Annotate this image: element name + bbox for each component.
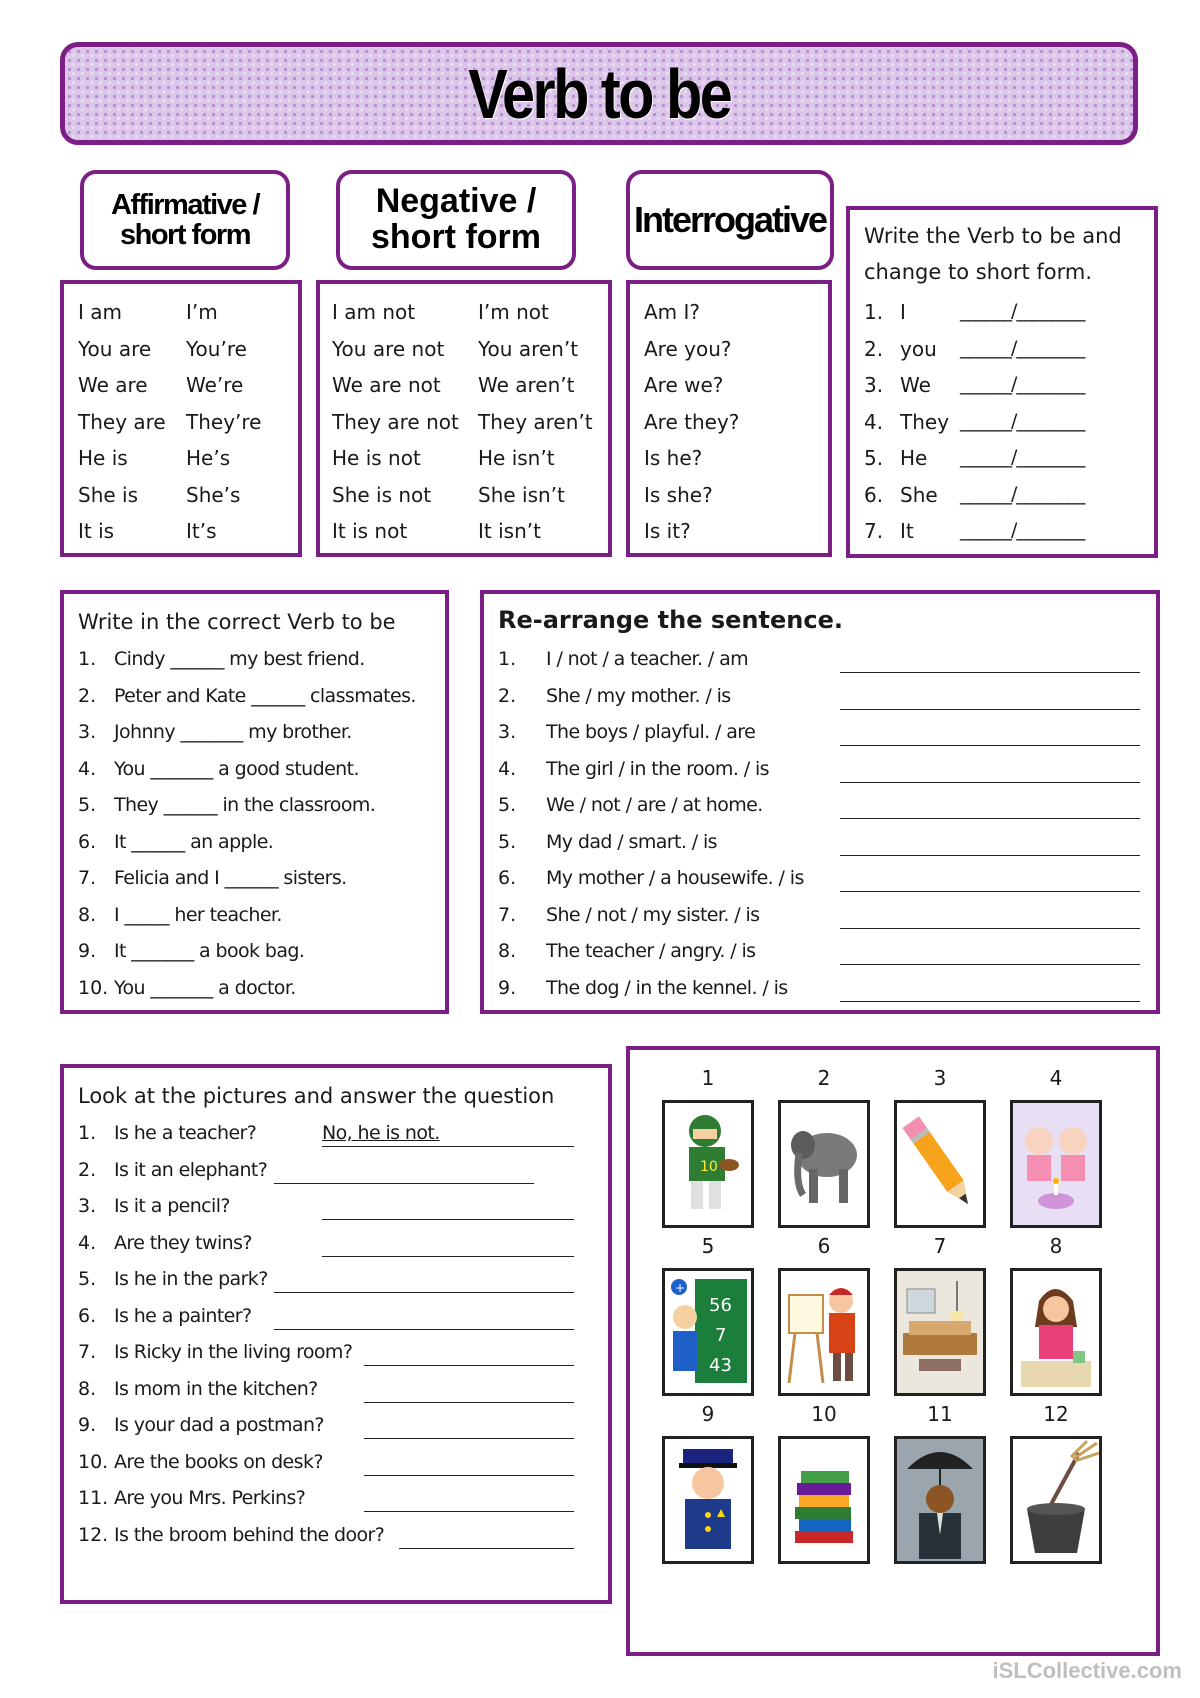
rearrange-number: 4.: [498, 757, 517, 780]
rearrange-number: 3.: [498, 721, 517, 743]
short-form-number: 5.: [864, 446, 884, 470]
question-number: 1.: [78, 1122, 97, 1144]
picture-number: 9: [701, 1402, 715, 1426]
header-interrogative: [626, 170, 834, 270]
rearrange-answer-line: [840, 709, 1140, 710]
affirmative-short: We’re: [186, 373, 244, 397]
rearrange-answer-line: [840, 855, 1140, 856]
affirmative-short: She’s: [186, 482, 241, 507]
interrogative-item: Is she?: [644, 482, 713, 507]
correct-verb-sentence: Felicia and I ______ sisters.: [114, 867, 347, 889]
rearrange-number: 1.: [498, 648, 517, 670]
rearrange-sentence: She / not / my sister. / is: [546, 903, 760, 926]
picture-questions-box: [60, 1064, 612, 1604]
picture-2: [778, 1100, 870, 1228]
correct-verb-box: [60, 590, 449, 1014]
picture-number: 6: [817, 1234, 831, 1258]
affirmative-long: I am: [78, 300, 122, 324]
affirmative-short: I’m: [186, 300, 218, 324]
picture-6: [778, 1268, 870, 1396]
correct-verb-sentence: It ______ an apple.: [114, 830, 274, 853]
question-text: Is it an elephant?: [114, 1158, 268, 1181]
question-text: Is he a painter?: [114, 1304, 252, 1327]
question-text: Is it a pencil?: [114, 1195, 230, 1217]
affirmative-long: You are: [78, 336, 152, 361]
short-form-subject: I: [900, 300, 906, 324]
short-form-blank: ______/________: [960, 409, 1085, 432]
answer-line: [274, 1329, 574, 1330]
rearrange-sentence: The teacher / angry. / is: [546, 940, 756, 962]
pictures-box: [626, 1046, 1160, 1656]
question-text: Is the broom behind the door?: [114, 1523, 385, 1546]
short-form-title-2: change to short form.: [864, 260, 1092, 284]
interrogative-item: Is he?: [644, 446, 703, 470]
correct-verb-sentence: Cindy ______ my best friend.: [114, 648, 365, 670]
rearrange-number: 7.: [498, 903, 517, 926]
correct-verb-sentence: I _____ her teacher.: [114, 903, 282, 926]
question-text: Are they twins?: [114, 1231, 252, 1254]
rearrange-number: 9.: [498, 976, 517, 999]
title-banner: [60, 42, 1138, 145]
correct-verb-sentence: Peter and Kate ______ classmates.: [114, 684, 416, 707]
short-form-number: 4.: [864, 409, 884, 434]
short-form-title-1: Write the Verb to be and: [864, 224, 1122, 248]
rearrange-answer-line: [840, 928, 1140, 929]
picture-number: 4: [1049, 1066, 1063, 1090]
negative-long: It is not: [332, 519, 408, 543]
picture-number: 7: [933, 1234, 947, 1258]
rearrange-sentence: My dad / smart. / is: [546, 830, 717, 853]
correct-verb-number: 9.: [78, 940, 97, 962]
sample-answer: No, he is not.: [322, 1122, 440, 1144]
rearrange-answer-line: [840, 745, 1140, 746]
correct-verb-number: 2.: [78, 684, 97, 707]
rearrange-title: Re-arrange the sentence.: [498, 606, 843, 634]
correct-verb-sentence: You _______ a good student.: [114, 757, 359, 780]
correct-verb-number: 6.: [78, 830, 97, 853]
question-number: 12.: [78, 1523, 109, 1546]
negative-long: He is not: [332, 446, 421, 470]
short-form-blank: ______/________: [960, 519, 1085, 541]
picture-number: 8: [1049, 1234, 1063, 1258]
short-form-subject: you: [900, 336, 937, 361]
short-form-subject: We: [900, 373, 931, 397]
answer-line: [364, 1402, 574, 1403]
picture-number: 10: [811, 1402, 837, 1426]
negative-short: I’m not: [478, 300, 549, 324]
negative-short: We aren’t: [478, 373, 575, 397]
rearrange-number: 5.: [498, 830, 517, 853]
answer-line: [322, 1146, 574, 1147]
question-number: 4.: [78, 1231, 97, 1254]
correct-verb-sentence: Johnny _______ my brother.: [114, 721, 352, 743]
negative-short: You aren’t: [478, 336, 579, 361]
correct-verb-number: 5.: [78, 794, 97, 816]
answer-line: [322, 1256, 574, 1257]
picture-number: 12: [1043, 1402, 1069, 1426]
header-negative-line1: Negative /: [375, 182, 537, 221]
question-number: 11.: [78, 1487, 109, 1509]
rearrange-sentence: She / my mother. / is: [546, 684, 731, 707]
rearrange-sentence: I / not / a teacher. / am: [546, 648, 749, 670]
question-text: Are the books on desk?: [114, 1450, 323, 1473]
page-title: Verb to be: [467, 54, 731, 133]
affirmative-long: They are: [78, 409, 166, 434]
picture-10: [778, 1436, 870, 1564]
affirmative-box: [60, 280, 302, 557]
correct-verb-sentence: It _______ a book bag.: [114, 940, 305, 962]
rearrange-sentence: The dog / in the kennel. / is: [546, 976, 788, 999]
question-text: Is he a teacher?: [114, 1122, 257, 1144]
negative-short: She isn’t: [478, 482, 565, 507]
short-form-number: 3.: [864, 373, 884, 397]
interrogative-item: Am I?: [644, 300, 701, 324]
svg-text:10: 10: [700, 1159, 718, 1175]
header-affirmative: [80, 170, 290, 270]
rearrange-answer-line: [840, 1001, 1140, 1002]
rearrange-sentence: The boys / playful. / are: [546, 721, 756, 743]
short-form-number: 7.: [864, 519, 884, 543]
rearrange-answer-line: [840, 672, 1140, 673]
svg-text:7: 7: [715, 1325, 727, 1346]
svg-text:+: +: [675, 1281, 686, 1295]
question-number: 10.: [78, 1450, 109, 1473]
rearrange-sentence: We / not / are / at home.: [546, 794, 763, 816]
header-interrogative-text: Interrogative: [633, 199, 827, 241]
picture-11: [894, 1436, 986, 1564]
negative-long: She is not: [332, 482, 432, 507]
short-form-number: 6.: [864, 482, 884, 507]
negative-short: It isn’t: [478, 519, 541, 543]
short-form-blank: ______/________: [960, 446, 1085, 468]
rearrange-answer-line: [840, 964, 1140, 965]
question-number: 6.: [78, 1304, 97, 1327]
correct-verb-number: 10.: [78, 976, 109, 999]
negative-long: I am not: [332, 300, 416, 324]
affirmative-short: They’re: [186, 409, 262, 434]
picture-8: [1010, 1268, 1102, 1396]
rearrange-sentence: The girl / in the room. / is: [546, 757, 769, 780]
negative-short: They aren’t: [478, 409, 593, 434]
rearrange-number: 8.: [498, 940, 517, 962]
interrogative-item: Is it?: [644, 519, 691, 543]
rearrange-number: 2.: [498, 684, 517, 707]
interrogative-item: Are we?: [644, 373, 724, 397]
header-negative: [336, 170, 576, 270]
correct-verb-number: 1.: [78, 648, 97, 670]
short-form-subject: She: [900, 482, 938, 507]
short-form-subject: It: [900, 519, 914, 543]
negative-long: You are not: [332, 336, 445, 361]
negative-short: He isn’t: [478, 446, 555, 470]
picture-number: 11: [927, 1402, 953, 1426]
answer-line: [364, 1365, 574, 1366]
negative-box: [316, 280, 612, 557]
short-form-blank: ______/________: [960, 373, 1085, 395]
footer-watermark: iSLCollective.com: [992, 1658, 1182, 1683]
question-number: 3.: [78, 1195, 97, 1217]
rearrange-box: [480, 590, 1160, 1014]
picture-3: [894, 1100, 986, 1228]
short-form-blank: ______/________: [960, 336, 1085, 359]
question-number: 5.: [78, 1268, 97, 1290]
answer-line: [322, 1219, 574, 1220]
answer-line: [364, 1511, 574, 1512]
question-text: Is mom in the kitchen?: [114, 1377, 318, 1400]
picture-4: [1010, 1100, 1102, 1228]
question-text: Are you Mrs. Perkins?: [114, 1487, 306, 1509]
affirmative-long: She is: [78, 482, 139, 507]
question-text: Is he in the park?: [114, 1268, 268, 1290]
picture-7: [894, 1268, 986, 1396]
header-negative-line2: short form: [371, 218, 541, 256]
picture-number: 3: [933, 1066, 947, 1090]
answer-line: [399, 1548, 574, 1549]
picture-questions-title: Look at the pictures and answer the question: [78, 1084, 555, 1108]
rearrange-number: 5.: [498, 794, 517, 816]
short-form-subject: They: [900, 409, 950, 434]
affirmative-long: It is: [78, 519, 115, 543]
negative-long: We are not: [332, 373, 441, 397]
rearrange-number: 6.: [498, 867, 517, 889]
interrogative-item: Are they?: [644, 409, 740, 434]
question-number: 8.: [78, 1377, 97, 1400]
picture-9: [662, 1436, 754, 1564]
correct-verb-number: 7.: [78, 867, 97, 889]
picture-number: 1: [701, 1066, 715, 1090]
correct-verb-number: 8.: [78, 903, 97, 926]
question-number: 2.: [78, 1158, 97, 1181]
short-form-number: 2.: [864, 336, 884, 361]
correct-verb-number: 3.: [78, 721, 97, 743]
interrogative-box: [626, 280, 832, 557]
rearrange-sentence: My mother / a housewife. / is: [546, 867, 804, 889]
short-form-blank: ______/________: [960, 482, 1085, 505]
rearrange-answer-line: [840, 818, 1140, 819]
picture-number: 5: [701, 1234, 715, 1258]
correct-verb-title: Write in the correct Verb to be: [78, 610, 396, 634]
question-number: 9.: [78, 1414, 97, 1436]
short-form-subject: He: [900, 446, 928, 470]
header-affirmative-line2: short form: [119, 219, 250, 251]
correct-verb-sentence: They ______ in the classroom.: [114, 794, 376, 816]
negative-long: They are not: [332, 409, 459, 434]
rearrange-answer-line: [840, 782, 1140, 783]
short-form-exercise-box: [846, 206, 1158, 558]
answer-line: [274, 1292, 574, 1293]
affirmative-long: He is: [78, 446, 128, 470]
answer-line: [274, 1183, 534, 1184]
correct-verb-number: 4.: [78, 757, 97, 780]
affirmative-short: He’s: [186, 446, 231, 470]
svg-text:56: 56: [709, 1295, 732, 1316]
picture-5: [662, 1268, 754, 1396]
question-text: Is Ricky in the living room?: [114, 1341, 353, 1363]
question-text: Is your dad a postman?: [114, 1414, 324, 1436]
header-affirmative-line1: Affirmative /: [110, 188, 260, 221]
interrogative-item: Are you?: [644, 336, 732, 361]
affirmative-long: We are: [78, 373, 148, 397]
picture-12: [1010, 1436, 1102, 1564]
answer-line: [364, 1438, 574, 1439]
picture-1: [662, 1100, 754, 1228]
short-form-number: 1.: [864, 300, 884, 324]
correct-verb-sentence: You _______ a doctor.: [114, 976, 296, 999]
question-number: 7.: [78, 1341, 97, 1363]
short-form-blank: ______/________: [960, 300, 1085, 322]
picture-number: 2: [817, 1066, 831, 1090]
rearrange-answer-line: [840, 891, 1140, 892]
svg-text:43: 43: [709, 1355, 732, 1376]
affirmative-short: You’re: [186, 336, 247, 361]
answer-line: [364, 1475, 574, 1476]
affirmative-short: It’s: [186, 519, 217, 543]
